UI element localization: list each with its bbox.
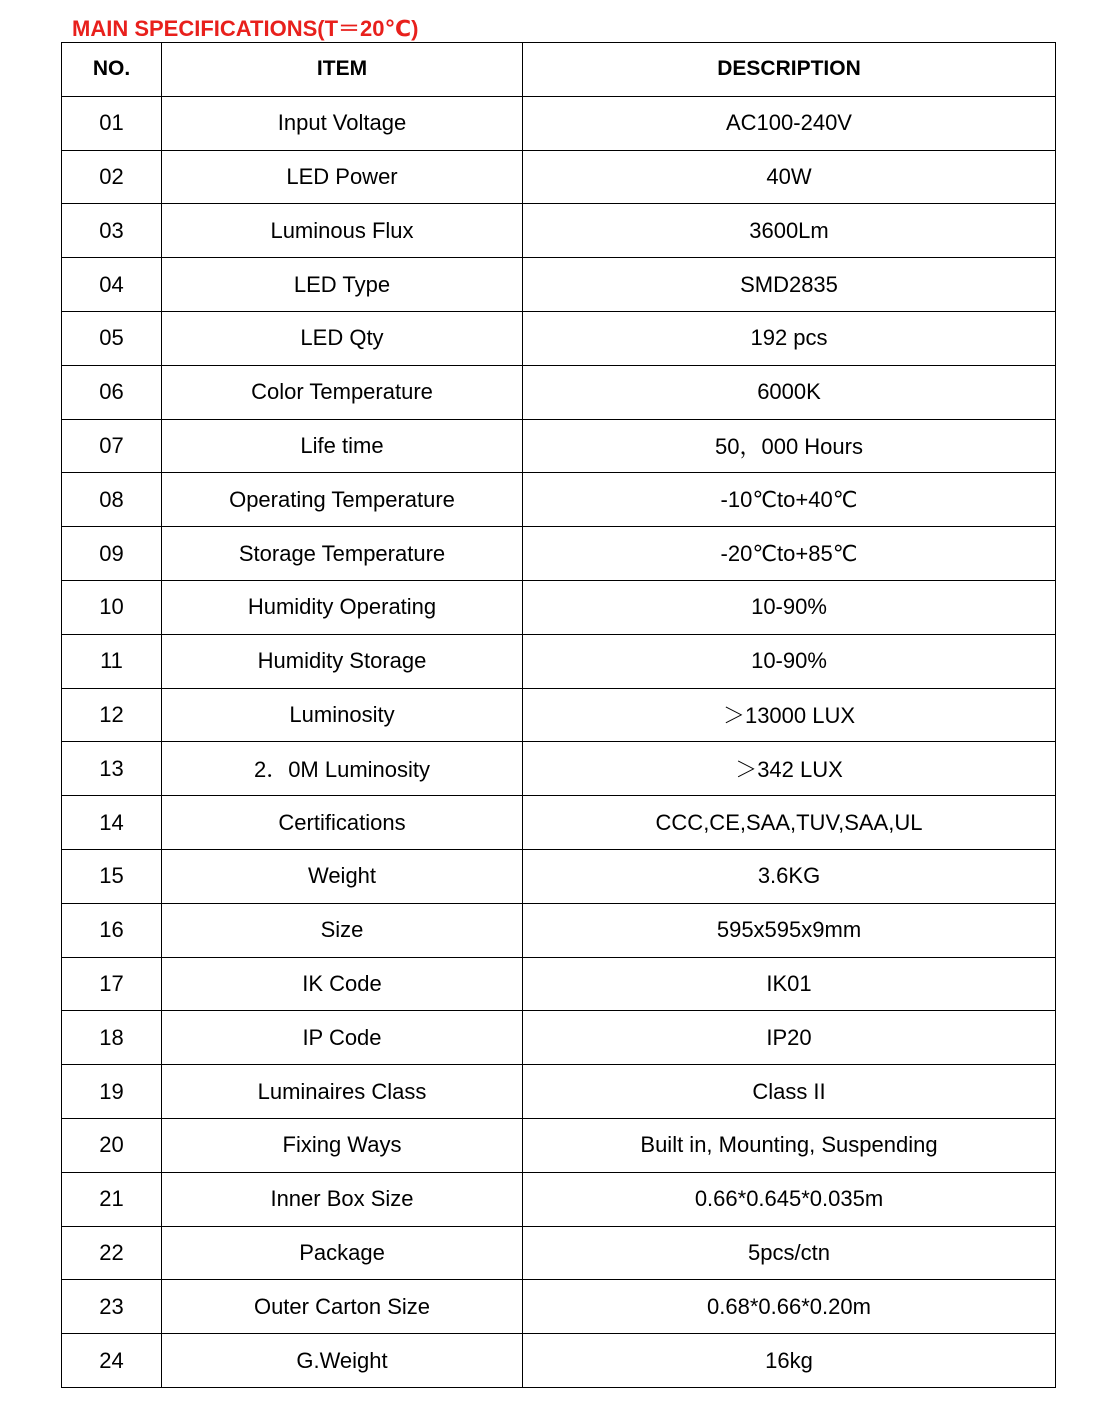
table-row <box>62 150 1056 204</box>
cell-no: 02 <box>62 150 162 204</box>
cell-no: 09 <box>62 527 162 581</box>
cell-description: 10-90% <box>523 580 1056 634</box>
cell-no: 11 <box>62 634 162 688</box>
cell-item: Humidity Operating <box>162 580 523 634</box>
cell-description: IP20 <box>523 1011 1056 1065</box>
table-row <box>62 1172 1056 1226</box>
cell-item: Storage Temperature <box>162 527 523 581</box>
cell-no: 05 <box>62 311 162 365</box>
cell-no: 24 <box>62 1334 162 1388</box>
cell-no: 18 <box>62 1011 162 1065</box>
cell-description: 3.6KG <box>523 849 1056 903</box>
cell-item: 2．0M Luminosity <box>162 742 523 796</box>
table-row <box>62 419 1056 473</box>
cell-no: 17 <box>62 957 162 1011</box>
cell-no: 06 <box>62 365 162 419</box>
cell-item: G.Weight <box>162 1334 523 1388</box>
cell-description: 0.66*0.645*0.035m <box>523 1172 1056 1226</box>
cell-description: 50，000 Hours <box>523 419 1056 473</box>
cell-description: 192 pcs <box>523 311 1056 365</box>
cell-description: Class II <box>523 1065 1056 1119</box>
cell-no: 03 <box>62 204 162 258</box>
cell-description: ＞13000 LUX <box>523 688 1056 742</box>
table-row <box>62 473 1056 527</box>
cell-item: Fixing Ways <box>162 1118 523 1172</box>
cell-no: 21 <box>62 1172 162 1226</box>
cell-item: LED Power <box>162 150 523 204</box>
cell-item: IP Code <box>162 1011 523 1065</box>
cell-no: 16 <box>62 903 162 957</box>
table-row <box>62 796 1056 850</box>
specifications-table <box>61 42 1056 1388</box>
cell-description: 3600Lm <box>523 204 1056 258</box>
table-row <box>62 365 1056 419</box>
cell-description: 0.68*0.66*0.20m <box>523 1280 1056 1334</box>
cell-item: IK Code <box>162 957 523 1011</box>
cell-item: Package <box>162 1226 523 1280</box>
cell-no: 10 <box>62 580 162 634</box>
cell-description: -10℃to+40℃ <box>523 473 1056 527</box>
cell-description: IK01 <box>523 957 1056 1011</box>
cell-description: 10-90% <box>523 634 1056 688</box>
cell-item: Weight <box>162 849 523 903</box>
cell-item: Luminosity <box>162 688 523 742</box>
table-row <box>62 258 1056 312</box>
table-row <box>62 311 1056 365</box>
section-heading: MAIN SPECIFICATIONS(T＝20℃) <box>72 16 419 41</box>
cell-item: Color Temperature <box>162 365 523 419</box>
cell-no: 08 <box>62 473 162 527</box>
cell-item: Life time <box>162 419 523 473</box>
cell-no: 14 <box>62 796 162 850</box>
table-row <box>62 634 1056 688</box>
table-row <box>62 527 1056 581</box>
cell-description: SMD2835 <box>523 258 1056 312</box>
table-header-row <box>62 43 1056 97</box>
cell-item: LED Qty <box>162 311 523 365</box>
cell-item: Certifications <box>162 796 523 850</box>
cell-no: 12 <box>62 688 162 742</box>
cell-item: Operating Temperature <box>162 473 523 527</box>
cell-description: Built in, Mounting, Suspending <box>523 1118 1056 1172</box>
cell-item: Humidity Storage <box>162 634 523 688</box>
table-row <box>62 688 1056 742</box>
table-row <box>62 1065 1056 1119</box>
cell-description: -20℃to+85℃ <box>523 527 1056 581</box>
cell-no: 13 <box>62 742 162 796</box>
column-header-no: NO. <box>62 43 162 97</box>
cell-item: Inner Box Size <box>162 1172 523 1226</box>
table-body <box>62 96 1056 1387</box>
cell-description: AC100-240V <box>523 96 1056 150</box>
cell-description: ＞342 LUX <box>523 742 1056 796</box>
cell-description: 40W <box>523 150 1056 204</box>
cell-no: 20 <box>62 1118 162 1172</box>
cell-item: LED Type <box>162 258 523 312</box>
column-header-description: DESCRIPTION <box>523 43 1056 97</box>
table-row <box>62 1011 1056 1065</box>
cell-description: 595x595x9mm <box>523 903 1056 957</box>
table-row <box>62 96 1056 150</box>
cell-item: Luminaires Class <box>162 1065 523 1119</box>
table-row <box>62 580 1056 634</box>
table-row <box>62 742 1056 796</box>
cell-no: 01 <box>62 96 162 150</box>
table-row <box>62 1280 1056 1334</box>
column-header-item: ITEM <box>162 43 523 97</box>
cell-no: 22 <box>62 1226 162 1280</box>
table-row <box>62 1226 1056 1280</box>
table-row <box>62 1118 1056 1172</box>
table-row <box>62 1334 1056 1388</box>
cell-no: 19 <box>62 1065 162 1119</box>
cell-no: 07 <box>62 419 162 473</box>
table-row <box>62 204 1056 258</box>
cell-item: Outer Carton Size <box>162 1280 523 1334</box>
cell-description: 16kg <box>523 1334 1056 1388</box>
cell-item: Luminous Flux <box>162 204 523 258</box>
table-row <box>62 903 1056 957</box>
cell-description: CCC,CE,SAA,TUV,SAA,UL <box>523 796 1056 850</box>
cell-description: 5pcs/ctn <box>523 1226 1056 1280</box>
cell-no: 04 <box>62 258 162 312</box>
cell-item: Input Voltage <box>162 96 523 150</box>
cell-no: 15 <box>62 849 162 903</box>
cell-description: 6000K <box>523 365 1056 419</box>
cell-no: 23 <box>62 1280 162 1334</box>
table-row <box>62 957 1056 1011</box>
cell-item: Size <box>162 903 523 957</box>
table-row <box>62 849 1056 903</box>
